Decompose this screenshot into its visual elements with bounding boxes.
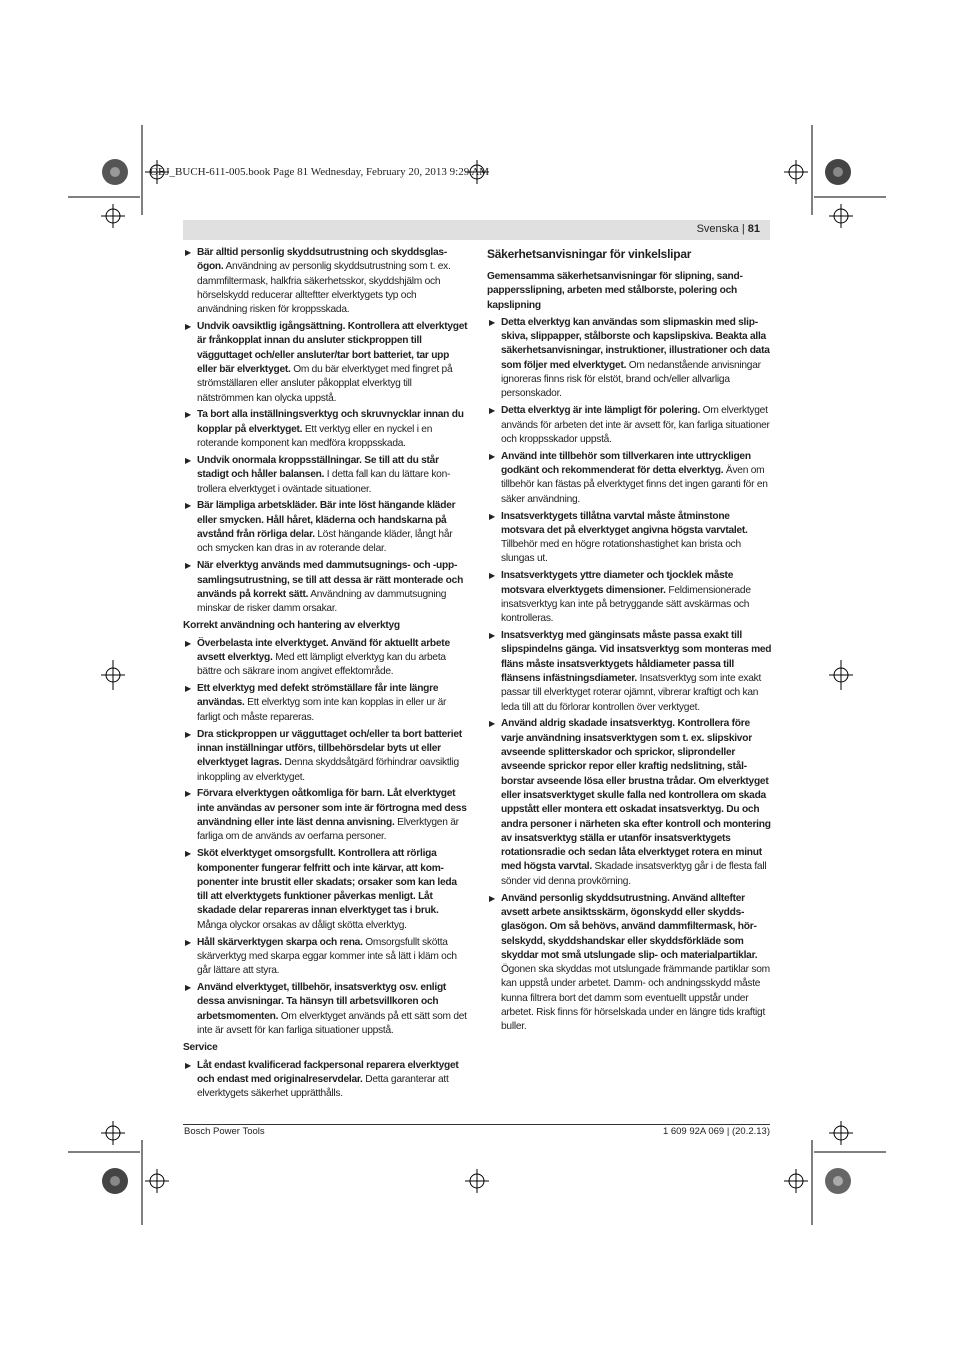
section-title: Säkerhetsanvisningar för vinkelslipar: [487, 247, 692, 261]
item-bold-text: Dra stickproppen ur vägguttaget och/eller ta bort batteriet innan inställningar utförs, tillbehörsdelar byts ut eller elverktyget lagras.: [197, 728, 462, 769]
bullet-arrow-icon: ▶: [489, 451, 495, 461]
bullet-arrow-icon: ▶: [185, 1060, 191, 1070]
item-text: Tillbehör med en högre rotationshastighet kan brista och slungas ut.: [501, 539, 741, 565]
bullet-arrow-icon: ▶: [185, 789, 191, 799]
item-text: Om elverktyget används på ett sätt som det inte är avsett för kan farliga situationer uppstå.: [197, 1010, 467, 1036]
item-text: Detta garanterar att elverktygets säkerhet upprätthålls.: [197, 1073, 449, 1100]
list-item: [487, 569, 772, 626]
section-intro: Gemensamma säkerhetsanvisningar för slipning, sandpappersslipning, arbeten med stålborste, polering och kapslipning: [487, 271, 743, 311]
bullet-arrow-icon: ▶: [489, 571, 495, 581]
item-bold-text: Ta bort alla inställningsverktyg och skruvnycklar innan du kopplar på elverktyget.: [197, 409, 464, 435]
footer-publisher: Bosch Power Tools: [184, 1126, 265, 1137]
item-bold-text: Använd inte tillbehör som tillverkaren inte uttryckligen godkänt och rekommenderat för detta elverktyg.: [501, 450, 751, 477]
item-bold-text: Undvik onormala kroppsställningar. Se till att du står stadigt och håller balansen.: [197, 454, 439, 481]
subheading-tool-use: Korrekt användning och hantering av elverktyg: [183, 620, 400, 632]
item-bold-text: Sköt elverktyget omsorgsfullt. Kontrollera att rörliga komponenter fungerar felfritt och inte kärvar, att komponenter inte brustit eller skadats; orsaker som kan leda till att elverktygets funktioner påverkas menligt. Låt skadade delar repareras innan elverktyget tas i bruk.: [197, 848, 457, 917]
subheading-service: Service: [183, 1042, 218, 1054]
item-text: Ett elverktyg som inte kan kopplas in eller ur är farligt och måste repareras.: [197, 697, 447, 723]
list-item: [487, 510, 772, 567]
left-safety-list: [183, 246, 468, 616]
item-bold-text: När elverktyg används med dammutsugnings- och -uppsamlingsutrustning, se till att dessa är rätt monterade och används på korrekt sätt.: [197, 560, 464, 600]
item-text: Användning av personlig skyddsutrustning som t. ex. dammfiltermask, halkfria säkerhetsskor, skyddshjälm och hörselskydd reducerar allteftter elverktygets typ och användning risken för kroppsskada.: [197, 261, 451, 316]
item-text: Ett verktyg eller en nyckel i en roterande komponent kan medföra kroppsskada.: [197, 423, 433, 450]
bullet-arrow-icon: ▶: [185, 248, 191, 257]
item-text: Många olyckor orsakas av dåligt skötta elverktyg.: [197, 919, 407, 931]
item-text: Om du bär elverktyget med fingret på strömställaren eller ansluter påkopplat elverktyg till nätströmmen kan olycka uppstå.: [197, 363, 453, 404]
item-text: Insatsverktyg som inte exakt passar till elverktyget roterar ojämnt, vibrerar kraftigt och kan leda till att du förlorar kontrollen över verktyget.: [501, 672, 762, 713]
item-bold-text: Förvara elverktygen oåtkomliga för barn. Låt elverktyget inte användas av personer som inte är förtrogna med dess användning eller inte läst denna anvisning.: [197, 788, 467, 829]
bullet-arrow-icon: ▶: [489, 511, 495, 521]
left-service-list: [183, 1059, 468, 1102]
bullet-arrow-icon: ▶: [185, 501, 191, 511]
item-text: Skadade insatsverktyg går i de flesta fall sönder vid denna provkörning.: [501, 861, 767, 887]
item-text: Med ett lämpligt elverktyg kan du arbeta bättre och säkrare inom angivet effektområde.: [197, 651, 446, 678]
header-separator: |: [741, 223, 745, 235]
left-column: [183, 246, 468, 1104]
list-item: [183, 847, 468, 933]
item-text: Även om tillbehör kan fästas på elverktyget finns det ingen garanti för en säker användning.: [501, 465, 768, 505]
list-item: [183, 246, 468, 317]
list-item: [183, 499, 468, 556]
footer-rule: [183, 1124, 770, 1125]
print-slug: OBJ_BUCH-611-005.book Page 81 Wednesday, February 20, 2013 9:29 AM: [150, 166, 490, 178]
list-item: [487, 316, 772, 402]
list-item: [183, 936, 468, 979]
bullet-arrow-icon: ▶: [489, 719, 495, 729]
header-language: Svenska: [696, 223, 739, 235]
list-item: [183, 320, 468, 406]
list-item: [487, 450, 772, 507]
item-bold-text: Ett elverktyg med defekt strömställare får inte längre användas.: [197, 683, 439, 709]
list-item: [183, 1059, 468, 1102]
bullet-arrow-icon: ▶: [185, 455, 191, 465]
bullet-arrow-icon: ▶: [185, 729, 191, 739]
item-bold-text: Insatsverktyg med gänginsats måste passa exakt till slipspindelns gänga. Vid insatsverktyg som monteras med fläns måste insatsverktygets håldiameter passa till flänsens infästningsdiameter.: [501, 630, 772, 684]
bullet-arrow-icon: ▶: [185, 684, 191, 694]
item-bold-text: Detta elverktyg är inte lämpligt för polering.: [501, 405, 701, 417]
item-text: Elverktygen är farliga om de används av oerfarna personer.: [197, 817, 459, 843]
item-text: Om elverktyget används för arbeten det inte är avsett för, kan farliga situationer och kroppsskador uppstå.: [501, 405, 770, 445]
item-text: Om nedanstående anvisningar ignoreras finns risk för elstöt, brand och/eller allvarliga personskador.: [501, 359, 761, 400]
bullet-arrow-icon: ▶: [489, 406, 495, 416]
list-item: [487, 717, 772, 889]
item-bold-text: Detta elverktyg kan användas som slipmaskin med slipskiva, slippapper, stålborste och kapslipskiva. Beakta alla säkerhetsanvisningar, instruktioner, illustrationer och data som följer med elverktyget.: [501, 316, 770, 371]
list-item: [183, 981, 468, 1038]
bullet-arrow-icon: ▶: [185, 983, 191, 993]
item-text: I detta fall kan du lättare kontrollera elverktyget i oväntade situationer.: [197, 469, 451, 495]
item-bold-text: Bär lämpliga arbetskläder. Bär inte löst hängande kläder eller smycken. Håll håret, kläderna och handskarna på avstånd från rörliga delar.: [197, 500, 456, 541]
list-item: [487, 629, 772, 715]
item-bold-text: Håll skärverktygen skarpa och rena.: [197, 936, 363, 948]
item-text: Feldimensionerade insatsverktyg kan inte på betryggande sätt avskärmas och kontrolleras.: [501, 584, 751, 625]
item-text: Användning av dammutsugning minskar de risker damm orsakar.: [197, 588, 447, 615]
item-bold-text: Använd aldrig skadade insatsverktyg. Kontrollera före varje användning insatsverktygen som t. ex. slipskivor avseende splitterskador och sprickor, sliprondeller avseende sprickor repor eller kraftig nedslitning, stålborstar avseende lösa eller brustna trådar. Om elverktyget eller insatsverktyget skulle falla ned kontrollera om skada uppstått eller montera ett oskadat insatsverktyg. Du och andra personer i närheten ska efter kontroll och montering av insatsverktyg ställa er utanför insatsverktygets rotationsradie och sedan låta elverktyget rotera en minut med högsta varvtal.: [501, 718, 771, 873]
right-safety-list: [487, 316, 772, 1035]
bullet-arrow-icon: ▶: [185, 561, 191, 571]
item-text: Ögonen ska skyddas mot utslungade främmande partiklar som kan uppstå under arbetet. Damm- och andningsskydd måste kunna filtrera bort det damm som eventuellt uppstår under arbetet. Risk finns för hörselskada under en längre tids kraftigt buller.: [501, 964, 770, 1033]
bullet-arrow-icon: ▶: [185, 937, 191, 947]
item-bold-text: Använd personlig skyddsutrustning. Använd alltefter avsett arbete ansiktsskärm, ögonskydd eller skyddsglasögon. Om så behövs, använd dammfiltermask, hörselskydd, skyddshandskar eller skyddsförkläde som skyddar mot små utslungade slip- och materialpartiklar.: [501, 892, 758, 961]
list-item: [183, 682, 468, 725]
list-item: [183, 454, 468, 497]
right-column: [487, 246, 772, 1037]
bullet-arrow-icon: ▶: [185, 638, 191, 648]
list-item: [487, 892, 772, 1035]
running-header: [183, 220, 770, 240]
list-item: [183, 408, 468, 451]
bullet-arrow-icon: ▶: [185, 849, 191, 859]
footer-doc-code: 1 609 92A 069 | (20.2.13): [662, 1126, 770, 1137]
item-bold-text: Använd elverktyget, tillbehör, insatsverktyg osv. enligt dessa anvisningar. Ta hänsyn till arbetsvillkoren och arbetsmomenten.: [197, 982, 447, 1022]
list-item: [183, 637, 468, 680]
bullet-arrow-icon: ▶: [185, 410, 191, 420]
list-item: [487, 404, 772, 447]
left-tool-use-list: [183, 637, 468, 1039]
item-text: Omsorgsfullt skötta skärverktyg med skarpa eggar kommer inte så lätt i kläm och går lättare att styra.: [197, 936, 457, 977]
bullet-arrow-icon: ▶: [489, 631, 495, 641]
item-bold-text: Undvik oavsiktlig igångsättning. Kontrollera att elverktyget är frånkopplat innan du ansluter stickproppen till vägguttaget och/eller ansluter/tar bort batteriet, tar upp eller bär elverktyget.: [197, 321, 468, 375]
bullet-arrow-icon: ▶: [185, 322, 191, 332]
item-bold-text: Överbelasta inte elverktyget. Använd för aktuellt arbete avsett elverktyg.: [197, 637, 450, 663]
item-text: Löst hängande kläder, långt hår och smycken kan dras in av roterande delar.: [197, 529, 453, 555]
page-number: 81: [747, 223, 760, 235]
item-bold-text: Insatsverktygets yttre diameter och tjocklek måste motsvara elverktygets dimensioner.: [501, 570, 734, 596]
item-bold-text: Låt endast kvalificerad fackpersonal reparera elverktyget och endast med originalreservdelar.: [197, 1059, 459, 1085]
list-item: [183, 728, 468, 785]
list-item: [183, 559, 468, 616]
item-text: Denna skyddsåtgärd förhindrar oavsiktlig inkoppling av elverktyget.: [197, 757, 459, 783]
bullet-arrow-icon: ▶: [489, 893, 495, 903]
list-item: [183, 787, 468, 844]
item-bold-text: Insatsverktygets tillåtna varvtal måste åtminstone motsvara det på elverktyget angivna högsta varvtalet.: [501, 510, 748, 536]
item-bold-text: Bär alltid personlig skyddsutrustning och skyddsglasögon.: [197, 247, 448, 273]
bullet-arrow-icon: ▶: [489, 317, 495, 327]
